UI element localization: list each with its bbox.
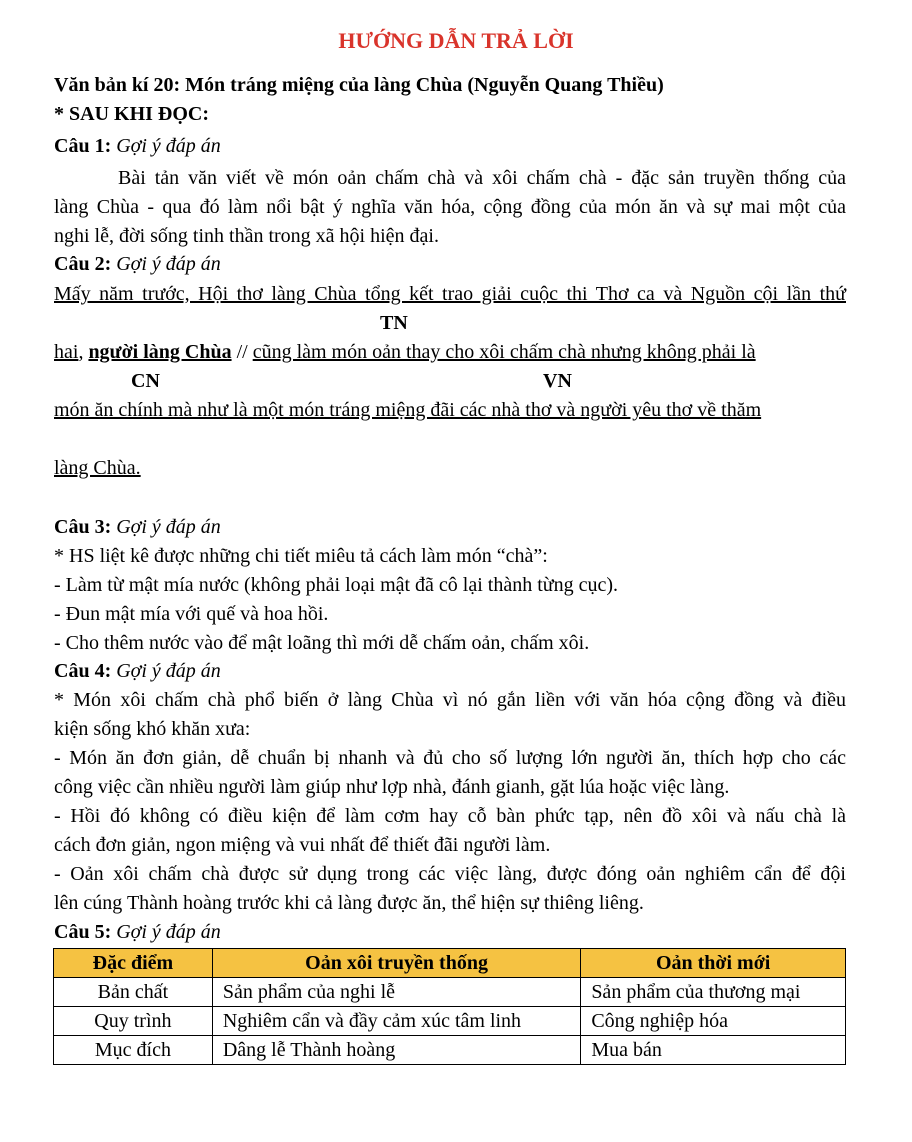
hint-label: Gợi ý đáp án: [116, 253, 221, 275]
table-header: Đặc điểm: [54, 949, 213, 978]
q2-hai: hai: [54, 341, 79, 363]
question-1-label: Câu 1:: [54, 135, 112, 157]
section-heading: * SAU KHI ĐỌC:: [54, 103, 210, 125]
table-cell: Mục đích: [54, 1036, 213, 1065]
question-4-label: Câu 4:: [54, 660, 112, 682]
q1-line: làng Chùa - qua đó làm nổi bật ý nghĩa văn hóa, cộng đồng của món ăn và sự mai một của: [54, 196, 846, 218]
q2-line-1: Mấy năm trước, Hội thơ làng Chùa tổng kết trao giải cuộc thi Thơ ca và Nguồn cội lần thứ: [54, 283, 846, 305]
q4-line: kiện sống khó khăn xưa:: [54, 718, 251, 740]
q3-line: * HS liệt kê được những chi tiết miêu tả cách làm món “chà”:: [54, 545, 548, 567]
table-cell: Nghiêm cẩn và đầy cảm xúc tâm linh: [212, 1007, 580, 1036]
page-title: HƯỚNG DẪN TRẢ LỜI: [338, 28, 574, 53]
table-cell: Mua bán: [581, 1036, 846, 1065]
q4-line: - Oản xôi chấm chà được sử dụng trong các việc làng, được đóng oản nghiêm cẩn để đội: [54, 863, 846, 885]
table-cell: Quy trình: [54, 1007, 213, 1036]
table-header: Oản thời mới: [581, 949, 846, 978]
table-row: [54, 978, 846, 1007]
q2-line-3: món ăn chính mà như là một món tráng miệng đãi các nhà thơ và người yêu thơ về thăm: [54, 399, 762, 421]
table-header: Oản xôi truyền thống: [212, 949, 580, 978]
text-heading: Văn bản kí 20: Món tráng miệng của làng Chùa (Nguyễn Quang Thiều): [54, 74, 664, 96]
q1-line: Bài tản văn viết về món oản chấm chà và xôi chấm chà - đặc sản truyền thống của: [118, 167, 846, 189]
table-header-row: [54, 949, 846, 978]
tag-cn: CN: [131, 370, 160, 392]
q4-line: công việc cần nhiều người làm giúp như lợp nhà, đánh gianh, gặt lúa hoặc việc làng.: [54, 776, 730, 798]
q4-line: - Món ăn đơn giản, dễ chuẩn bị nhanh và đủ cho số lượng lớn người ăn, thích hợp cho các: [54, 747, 846, 769]
q4-line: * Món xôi chấm chà phổ biến ở làng Chùa vì nó gắn liền với văn hóa cộng đồng và điều: [54, 689, 846, 711]
q4-line: cách đơn giản, ngon miệng và vui nhất để thiết đãi người làm.: [54, 834, 551, 856]
hint-label: Gợi ý đáp án: [116, 921, 221, 943]
question-5-label: Câu 5:: [54, 921, 112, 943]
question-2-heading: [54, 252, 221, 276]
q4-line: - Hồi đó không có điều kiện để làm cơm hay cỗ bàn phức tạp, nên đồ xôi và nấu chà là: [54, 805, 846, 827]
question-5-heading: [54, 920, 221, 944]
table-cell: Dâng lễ Thành hoàng: [212, 1036, 580, 1065]
table-cell: Sản phẩm của thương mại: [581, 978, 846, 1007]
tag-vn: VN: [543, 370, 572, 392]
table-row: [54, 1007, 846, 1036]
q2-predicate: cũng làm món oản thay cho xôi chấm chà nhưng không phải là: [252, 341, 756, 363]
q2-subject: người làng Chùa: [88, 341, 232, 363]
question-1-heading: [54, 134, 221, 158]
q2-line-2: [54, 340, 756, 364]
table-cell: Công nghiệp hóa: [581, 1007, 846, 1036]
tag-tn: TN: [380, 312, 408, 334]
question-3-heading: [54, 515, 221, 539]
question-3-label: Câu 3:: [54, 516, 112, 538]
q2-comma: ,: [78, 341, 89, 363]
q1-line: nghi lễ, đời sống tinh thần trong xã hội hiện đại.: [54, 225, 439, 247]
table-cell: Bản chất: [54, 978, 213, 1007]
q2-separator: //: [231, 341, 253, 363]
q3-line: - Cho thêm nước vào để mật loãng thì mới dễ chấm oản, chấm xôi.: [54, 632, 590, 654]
question-4-heading: [54, 659, 221, 683]
q3-line: - Làm từ mật mía nước (không phải loại mật đã cô lại thành từng cục).: [54, 574, 619, 596]
hint-label: Gợi ý đáp án: [116, 135, 221, 157]
q4-line: lên cúng Thành hoàng trước khi cả làng được ăn, thể hiện sự thiêng liêng.: [54, 892, 644, 914]
table-row: [54, 1036, 846, 1065]
question-2-label: Câu 2:: [54, 253, 112, 275]
comparison-table: [53, 948, 846, 1065]
q2-line-4: làng Chùa.: [54, 457, 141, 479]
hint-label: Gợi ý đáp án: [116, 660, 221, 682]
hint-label: Gợi ý đáp án: [116, 516, 221, 538]
q3-line: - Đun mật mía với quế và hoa hồi.: [54, 603, 329, 625]
table-cell: Sản phẩm của nghi lễ: [212, 978, 580, 1007]
